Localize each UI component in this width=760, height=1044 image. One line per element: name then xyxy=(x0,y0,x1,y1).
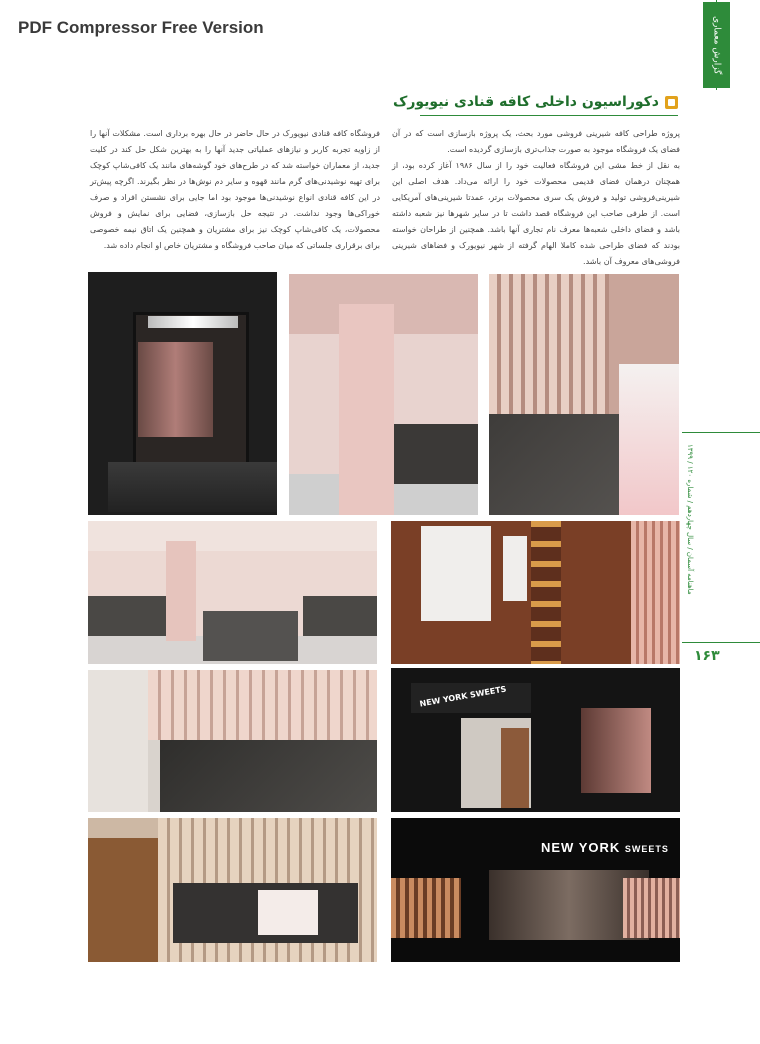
pink-slats xyxy=(631,521,680,664)
wood-panel xyxy=(501,728,529,808)
pink-pillar xyxy=(166,541,196,641)
lit-shelving xyxy=(531,521,561,664)
article-title: دکوراسیون داخلی کافه قنادی نیویورک xyxy=(392,94,659,110)
issue-info: ماهنامه آسمان / سال چهاردهم / شماره ۱۲۰ / ۱۳۹۹ xyxy=(686,444,694,595)
photo-interior-counters xyxy=(88,521,377,664)
cakes xyxy=(258,890,318,935)
wedding-cake xyxy=(619,364,679,515)
article-title-row xyxy=(393,94,678,110)
photo-storefront-night-window xyxy=(88,272,277,515)
title-underline xyxy=(420,115,678,116)
stone-wall xyxy=(88,670,148,812)
photo-facade-night-corner xyxy=(391,668,680,812)
side-rule xyxy=(682,432,760,433)
ceiling-light xyxy=(148,316,238,328)
pink-pillar xyxy=(339,304,394,515)
photo-interior-pink-pillar xyxy=(289,274,478,515)
counter-left xyxy=(88,596,166,636)
sign-main: NEW YORK xyxy=(541,840,621,855)
photo-marble-counter xyxy=(88,670,377,812)
window-interior xyxy=(138,342,213,437)
article-column-left xyxy=(90,126,380,254)
section-tab-label: گزارش معماری xyxy=(711,15,722,75)
marble-counter xyxy=(160,740,377,812)
paragraph: پروژه طراحی کافه شیرینی فروشی مورد بحث، یک پروژه بازسازی است که در آن فضای یک فروشگاه موجود به صورت جذاب‌تری بازسازی گردیده است. xyxy=(392,129,680,154)
display-counter xyxy=(394,424,478,484)
section-tab xyxy=(703,2,730,88)
article-column-right xyxy=(392,126,680,270)
framed-poster-small xyxy=(503,536,527,601)
wood-slats-left xyxy=(391,878,461,938)
photo-cake-display-stripes xyxy=(489,274,679,515)
framed-poster xyxy=(421,526,491,621)
side-rule xyxy=(682,642,760,643)
striped-wall xyxy=(489,274,609,414)
floor xyxy=(108,462,277,512)
striped-wall xyxy=(148,670,377,740)
paragraph: فروشگاه کافه قنادی نیویورک در حال حاضر در حال بهره برداری است. مشکلات آنها را از زاویه تجربه کاربر و نیازهای عملیاتی جدید آنها را به بهترین شکل حل کند در کلیت جدید، از معماران خواسته شد که در طرح‌های خود گوشه‌های مانند یک کافی‌شاپ کوچک برای تهیه نوشیدنی‌های گرم مانند قهوه و سایر دم نوش‌ها در نظر بگیرند. اگرچه پیش‌تر در این کافه قنادی انواع نوشیدنی‌ها موجود بود اما جایی برای نشستن افراد و صرف خوراکی‌ها وجود نداشت. در نتیجه حل بازسازی، فضایی برای نمایش و فروش محصولات، یک کافی‌شاپ کوچک نیز برای مشتریان و همچنین یک اتاق نیمه خصوصی برای برقراری جلساتی که میان صاحب فروشگاه و مشتریان خاص او انجام داده شد. xyxy=(90,129,380,250)
counter-center xyxy=(203,611,298,661)
photo-facade-sign xyxy=(391,818,680,962)
watermark: PDF Compressor Free Version xyxy=(18,18,264,37)
photo-cake-niche xyxy=(88,818,377,962)
ceiling xyxy=(88,521,377,551)
counter-right xyxy=(303,596,377,636)
shop-sign: NEW YORK SWEETS xyxy=(418,684,508,709)
photo-wood-shelving-wall xyxy=(391,521,680,664)
sign-small: SWEETS xyxy=(624,844,669,854)
display-window xyxy=(581,708,651,793)
paragraph: به نقل از خط مشی این فروشگاه فعالیت خود را از سال ۱۹۸۶ آغاز کرده بود، از همچنان درهمان فضای قدیمی محصولات خود را ارائه می‌داد. هدف اصلی این شیرینی‌فروشی تولید و فروش یک سری محصولات برتر، عمدتا شیرینی‌های آمریکایی است. از طرفی صاحب این فروشگاه قصد داشت تا در سایر شهرها نیز شعبه داشته باشد و فضای داخلی شعبه‌ها معرف نام تجاری آنها باشد. همچنین از طراحان خواسته بودند که فضای طراحی شده کاملا الهام گرفته از شهر نیویورک و فضاهای شیرینی فروشی‌های معروف آن باشد. xyxy=(392,161,681,266)
page-number: ۱۶۳ xyxy=(694,648,720,664)
shop-sign xyxy=(541,840,669,855)
pink-slats-right xyxy=(623,878,680,938)
building-icon xyxy=(665,96,678,109)
wood-shelving xyxy=(88,838,158,962)
